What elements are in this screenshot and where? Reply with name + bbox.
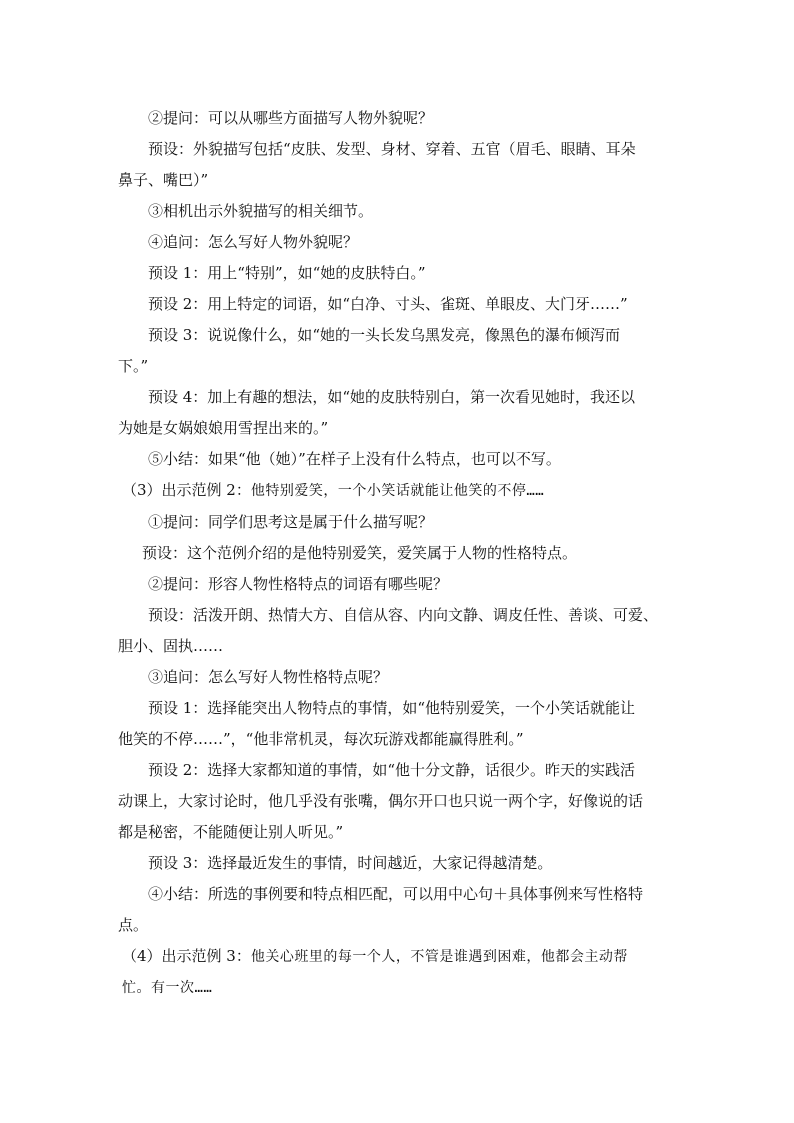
text-line: 忙。有一次…… xyxy=(122,980,213,996)
paragraph-followup-personality xyxy=(118,662,678,693)
text-line: 预设 3：说说像什么，如“她的一头长发乌黑发亮，像黑色的瀑布倾泻而 xyxy=(148,326,620,344)
paragraph-preset-4 xyxy=(118,382,678,444)
text-line: ①提问：同学们思考这是属于什么描写呢？ xyxy=(148,513,434,531)
paragraph-show-details xyxy=(118,196,678,227)
paragraph-question-words xyxy=(118,569,678,600)
paragraph-preset-3 xyxy=(118,320,678,382)
paragraph-preset-personality xyxy=(118,538,678,569)
paragraph-summary-personality xyxy=(118,879,678,941)
example-text: 他特别爱笑，一个小笑话就能让他笑的不停…… xyxy=(250,483,545,499)
text-line: ④追问：怎么写好人物外貌呢？ xyxy=(148,233,359,251)
text-line: 胆小、固执…… xyxy=(118,637,224,655)
text-line: 预设 4：加上有趣的想法，如“她的皮肤特别白，第一次看见她时，我还以 xyxy=(148,388,635,406)
text-line: 动课上，大家讨论时，他几乎没有张嘴，偶尔开口也只说一两个字，好像说的话 xyxy=(118,792,644,810)
paragraph-preset-appearance xyxy=(118,134,678,196)
paragraph-example-3 xyxy=(122,941,678,1004)
text-line: 为她是女娲娘娘用雪捏出来的。” xyxy=(118,419,329,437)
text-line: 鼻子、嘴巴）” xyxy=(118,171,209,189)
text-line xyxy=(122,941,678,973)
text-line: 点。 xyxy=(118,916,149,934)
text-line: ③相机出示外貌描写的相关细节。 xyxy=(148,202,374,220)
text-line: ④小结：所选的事例要和特点相匹配，可以用中心句＋具体事例来写性格特 xyxy=(148,885,644,903)
paragraph-preset-words xyxy=(118,600,678,662)
text-line: ②提问：形容人物性格特点的词语有哪些呢？ xyxy=(148,575,449,593)
text-line: 预设 2：用上特定的词语，如“白净、寸头、雀斑、单眼皮、大门牙……” xyxy=(148,295,628,313)
text-line: 都是秘密，不能随便让别人听见。” xyxy=(118,823,344,841)
example-label: （4）出示范例 3： xyxy=(122,947,251,965)
document-body xyxy=(118,103,678,1004)
paragraph-personality-preset-2 xyxy=(118,755,678,848)
paragraph-personality-preset-1 xyxy=(118,693,678,755)
paragraph-example-2 xyxy=(122,475,678,507)
text-line: 预设：这个范例介绍的是他特别爱笑，爱笑属于人物的性格特点。 xyxy=(142,544,578,562)
example-text: 他关心班里的每一个人，不管是谁遇到困难，他都会主动帮 xyxy=(250,949,628,965)
paragraph-personality-preset-3 xyxy=(118,848,678,879)
text-line: ②提问：可以从哪些方面描写人物外貌呢？ xyxy=(148,109,434,127)
text-line: 预设 3：选择最近发生的事情，时间越近，大家记得越清楚。 xyxy=(148,854,553,872)
paragraph-preset-2 xyxy=(118,289,678,320)
text-line: 预设 1：用上“特别”，如“她的皮肤特白。” xyxy=(148,264,426,282)
text-line: 预设：外貌描写包括“皮肤、发型、身材、穿着、五官（眉毛、眼睛、耳朵 xyxy=(148,140,636,158)
paragraph-question-description xyxy=(118,507,678,538)
text-line: 预设 1：选择能突出人物特点的事情，如“他特别爱笑，一个小笑话就能让 xyxy=(148,699,635,717)
paragraph-summary-appearance xyxy=(118,444,678,475)
text-line: 预设 2：选择大家都知道的事情，如“他十分文静，话很少。昨天的实践活 xyxy=(148,761,635,779)
text-line: 他笑的不停……”，“他非常机灵，每次玩游戏都能赢得胜利。” xyxy=(118,730,524,748)
text-line: 下。” xyxy=(118,357,149,375)
paragraph-preset-1 xyxy=(118,258,678,289)
paragraph-followup-appearance xyxy=(118,227,678,258)
paragraph-question-appearance xyxy=(118,103,678,134)
text-line: 预设：活泼开朗、热情大方、自信从容、内向文静、调皮任性、善谈、可爱、 xyxy=(148,606,659,624)
example-label: （3）出示范例 2： xyxy=(122,481,251,499)
text-line: ⑤小结：如果“他（她）”在样子上没有什么特点，也可以不写。 xyxy=(148,450,561,468)
text-line: ③追问：怎么写好人物性格特点呢？ xyxy=(148,668,389,686)
